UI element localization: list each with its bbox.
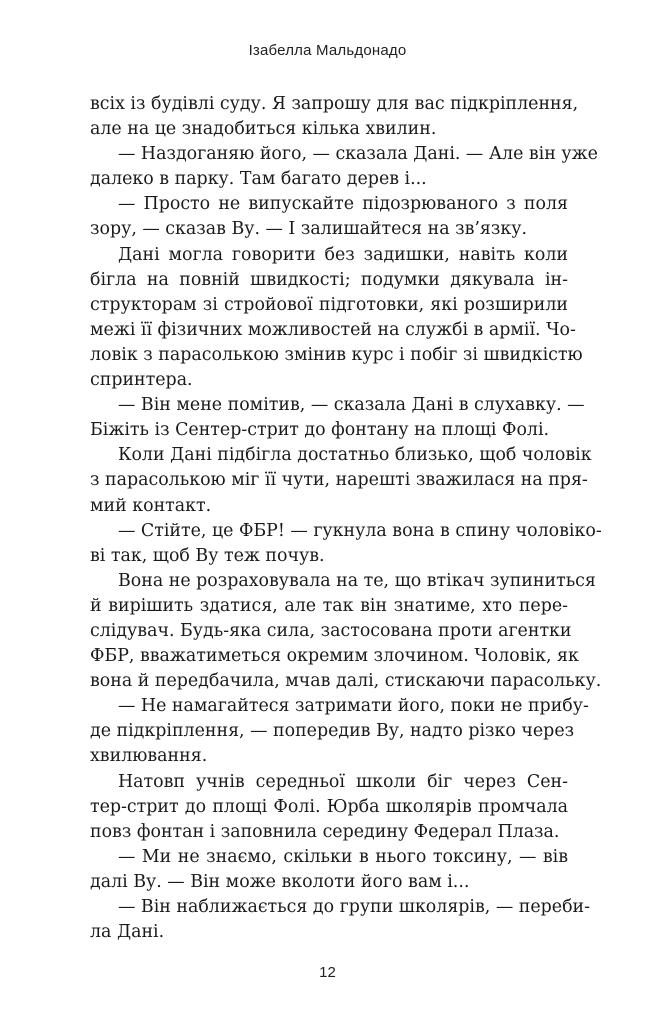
text-line: бігла на повній швидкості; подумки дякувала ін- — [90, 269, 568, 290]
text-line: мий контакт. — [90, 495, 212, 516]
text-line: тер-стрит до площі Фолі. Юрба школярів промчала — [90, 796, 568, 817]
text-line: ФБР, вважатиметься окремим злочином. Чоловік, як — [90, 646, 579, 667]
text-line: далі Ву. — Він може вколоти його вам і... — [90, 871, 470, 892]
text-line: — Просто не випускайте підозрюваного з поля — [118, 194, 568, 215]
text-line: — Не намагайтеся затримати його, поки не прибу- — [118, 696, 589, 717]
text-line: спринтера. — [90, 370, 193, 391]
text-line: Біжіть із Сентер-стрит до фонтану на площі Фолі. — [90, 420, 550, 441]
body-text — [90, 92, 602, 945]
page-number: 12 — [319, 964, 336, 981]
text-line: всіх із будівлі суду. Я запрошу для вас підкріплення, — [90, 94, 579, 114]
text-line: ловік з парасолькою змінив курс і побіг зі швидкістю — [90, 344, 583, 365]
text-line: хвилювання. — [90, 746, 208, 767]
text-line: — Він мене помітив, — сказала Дані в слухавку. — — [118, 395, 585, 416]
text-line: й вирішить здатися, але так він знатиме, хто пере- — [90, 595, 568, 616]
text-line: зору, — сказав Ву. — І залишайтеся на зв’язку. — [90, 219, 527, 240]
text-line: ла Дані. — [90, 922, 165, 943]
text-line: структорам зі стройової підготовки, які розширили — [90, 294, 568, 315]
text-line: але на це знадобиться кілька хвилин. — [90, 119, 437, 140]
text-line: Натовп учнів середньої школи біг через Сен- — [118, 771, 568, 792]
text-line: з парасолькою міг її чути, нарешті зважилася на пря- — [90, 470, 588, 491]
text-line: повз фонтан і заповнила середину Федерал Плаза. — [90, 821, 560, 842]
text-line: Коли Дані підбігла достатньо близько, щоб чоловік — [118, 445, 592, 466]
text-line: вона й передбачила, мчав далі, стискаючи парасольку. — [90, 671, 602, 692]
text-line: — Ми не знаємо, скільки в нього токсину, — вів — [118, 846, 568, 867]
text-line: — Стійте, це ФБР! — гукнула вона в спину чоловіко- — [118, 520, 602, 541]
text-line: слідувач. Будь-яка сила, застосована проти агентки — [90, 620, 572, 641]
text-line: — Він наближається до групи школярів, — переби- — [118, 897, 591, 917]
text-line: Вона не розраховувала на те, що втікач зупиниться — [118, 570, 596, 591]
text-line: — Наздоганяю його, — сказала Дані. — Але він уже — [118, 144, 598, 165]
text-line: де підкріплення, — попередив Ву, надто різко через — [90, 721, 575, 742]
text-line: далеко в парку. Там багато дерев і... — [90, 169, 427, 190]
text-line: Дані могла говорити без задишки, навіть коли — [118, 244, 568, 265]
running-header-author: Ізабелла Мальдонадо — [248, 42, 407, 59]
text-line: межі її фізичних можливостей на службі в армії. Чо- — [90, 319, 576, 340]
text-line: ві так, щоб Ву теж почув. — [90, 545, 325, 566]
